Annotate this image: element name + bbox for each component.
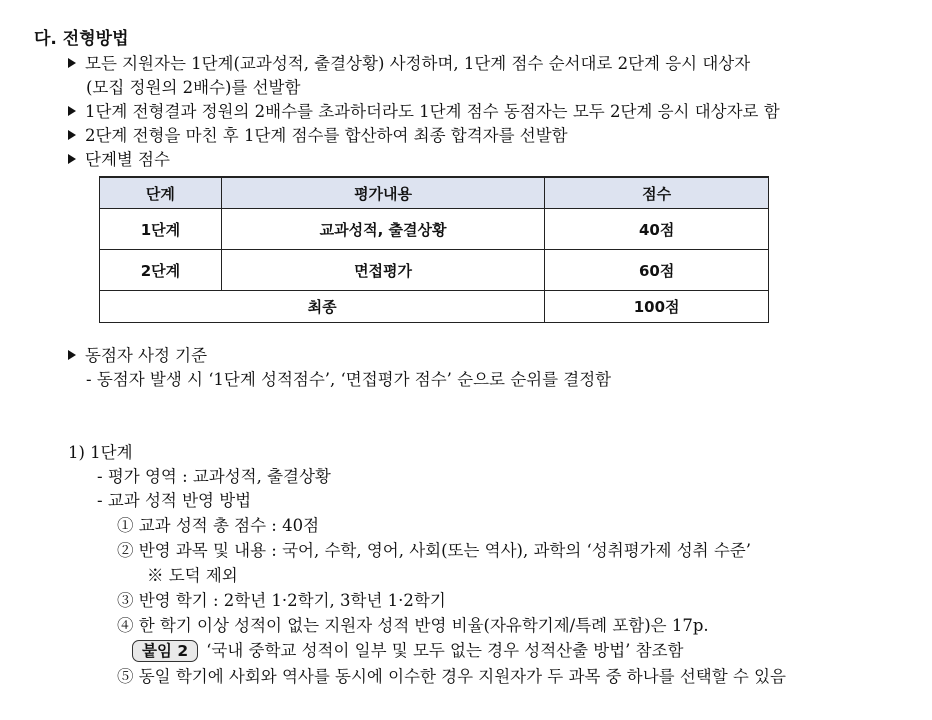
stage-cell: 2단계 [100, 250, 222, 291]
section-heading: 다. 전형방법 [34, 29, 129, 49]
tie-rule-text: - 동점자 발생 시 ‘1단계 성적점수’, ‘면접평가 점수’ 순으로 순위를 결정함 [86, 370, 612, 389]
list-item: ④ 한 학기 이상 성적이 없는 지원자 성적 반영 비율(자유학기제/특례 포함)은 17p. [117, 616, 709, 635]
evaluation-area: - 평가 영역 : 교과성적, 출결상황 [97, 467, 331, 486]
total-score-cell: 100점 [545, 291, 769, 323]
content-cell: 면접평가 [221, 250, 544, 291]
bullet-item: 동점자 사정 기준 [68, 345, 207, 367]
list-item: ② 반영 과목 및 내용 : 국어, 수학, 영어, 사회(또는 역사), 과학의 ‘성취평가제 성취 수준’ [117, 541, 751, 560]
bullet-continuation: (모집 정원의 2배수)를 선발함 [86, 78, 301, 97]
bullet-item: 단계별 점수 [68, 149, 170, 171]
subsection-title: 1) 1단계 [68, 443, 133, 462]
header-stage: 단계 [100, 177, 222, 209]
score-table [99, 176, 769, 323]
table-row [100, 250, 769, 291]
triangle-bullet-icon [68, 350, 76, 360]
triangle-bullet-icon [68, 106, 76, 116]
table-header-row [100, 177, 769, 209]
list-item: ③ 반영 학기 : 2학년 1·2학기, 3학년 1·2학기 [117, 591, 446, 610]
attachment-badge: 붙임 2 [132, 640, 198, 662]
content-cell: 교과성적, 출결상황 [221, 209, 544, 250]
stage-cell: 1단계 [100, 209, 222, 250]
triangle-bullet-icon [68, 154, 76, 164]
bullet-item: 1단계 전형결과 정원의 2배수를 초과하더라도 1단계 점수 동점자는 모두 2단계 응시 대상자로 함 [68, 101, 780, 123]
bullet-item: 2단계 전형을 마친 후 1단계 점수를 합산하여 최종 합격자를 선발함 [68, 125, 568, 147]
reference-line: 붙임 2 ‘국내 중학교 성적이 일부 및 모두 없는 경우 성적산출 방법’ 참조함 [132, 640, 684, 662]
triangle-bullet-icon [68, 130, 76, 140]
score-cell: 40점 [545, 209, 769, 250]
list-item: ⑤ 동일 학기에 사회와 역사를 동시에 이수한 경우 지원자가 두 과목 중 하나를 선택할 수 있음 [117, 667, 786, 686]
header-content: 평가내용 [221, 177, 544, 209]
total-label-cell: 최종 [100, 291, 545, 323]
triangle-bullet-icon [68, 58, 76, 68]
total-row [100, 291, 769, 323]
method-title: - 교과 성적 반영 방법 [97, 491, 252, 510]
table-row [100, 209, 769, 250]
score-cell: 60점 [545, 250, 769, 291]
header-score: 점수 [545, 177, 769, 209]
note-text: ※ 도덕 제외 [147, 566, 238, 585]
bullet-item: 모든 지원자는 1단계(교과성적, 출결상황) 사정하며, 1단계 점수 순서대로 2단계 응시 대상자 [68, 53, 750, 75]
list-item: ① 교과 성적 총 점수 : 40점 [117, 516, 320, 535]
